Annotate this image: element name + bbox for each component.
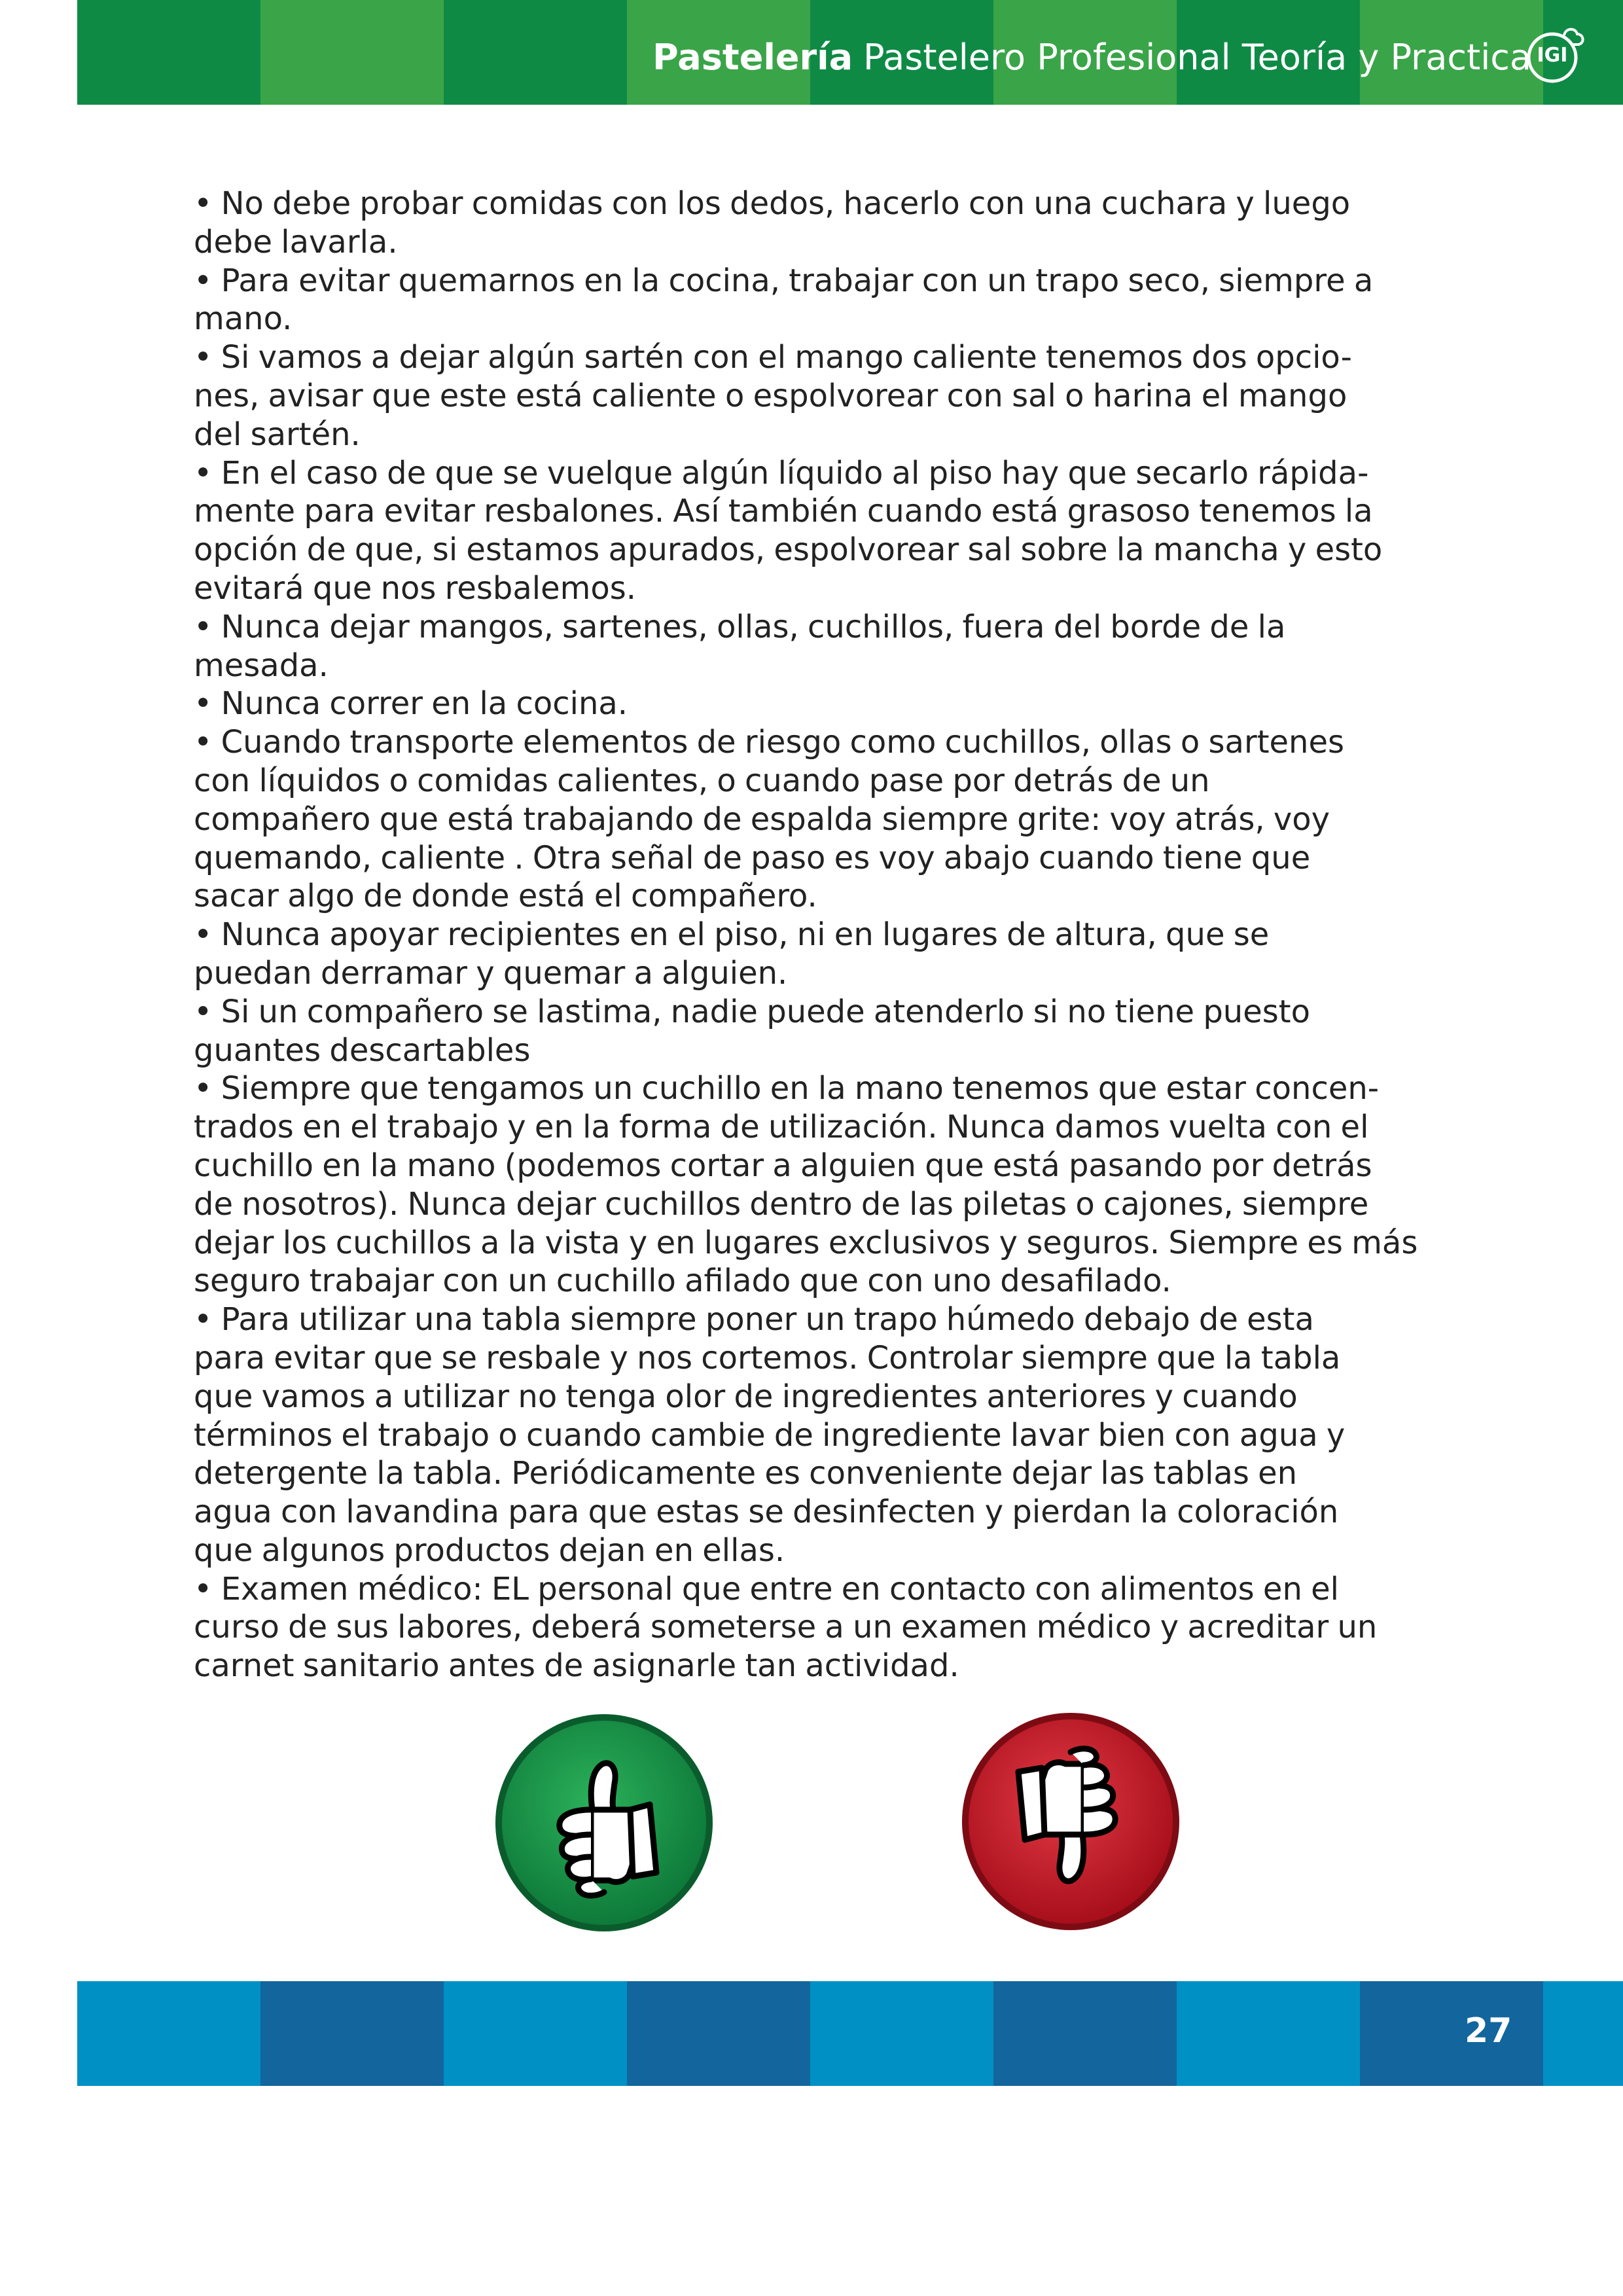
thumbs-up-icon — [493, 1712, 715, 1934]
text-line: • Cuando transporte elementos de riesgo como cuchillos, ollas o sartenes — [194, 724, 1345, 761]
text-line: términos el trabajo o cuando cambie de ingrediente lavar bien con agua y — [194, 1416, 1346, 1454]
text-line: detergente la tabla. Periódicamente es conveniente dejar las tablas en — [194, 1455, 1298, 1492]
running-header — [652, 34, 1531, 80]
thumbs-down-badge — [959, 1710, 1182, 1933]
footer-stripe — [810, 1981, 993, 2086]
text-line: • Si un compañero se lastima, nadie puede atenderlo si no tiene puesto — [194, 993, 1310, 1030]
text-line: sacar algo de donde está el compañero. — [194, 878, 817, 915]
text-line: que algunos productos dejan en ellas. — [194, 1532, 785, 1569]
footer-stripe — [1177, 1981, 1360, 2086]
text-line: evitará que nos resbalemos. — [194, 569, 637, 607]
text-line: • Nunca apoyar recipientes en el piso, ni en lugares de altura, que se — [194, 916, 1270, 954]
header-subtitle: Pastelero Profesional Teoría y Practica — [863, 36, 1531, 78]
text-line: nes, avisar que este está caliente o espolvorear con sal o harina el mango — [194, 377, 1347, 414]
thumbs-up-badge — [493, 1712, 715, 1934]
footer-stripe — [627, 1981, 810, 2086]
text-line: agua con lavandina para que estas se desinfecten y pierdan la coloración — [194, 1494, 1339, 1531]
text-line: puedan derramar y quemar a alguien. — [194, 954, 788, 992]
text-line: guantes descartables — [194, 1031, 531, 1069]
text-line: • Examen médico: EL personal que entre en contacto con alimentos en el — [194, 1570, 1339, 1607]
text-line: con líquidos o comidas calientes, o cuando pase por detrás de un — [194, 762, 1210, 799]
text-line: seguro trabajar con un cuchillo afilado que con uno desafilado. — [194, 1263, 1171, 1300]
text-line: dejar los cuchillos a la vista y en lugares exclusivos y seguros. Siempre es más — [194, 1224, 1418, 1261]
header-stripe — [260, 0, 444, 105]
text-line: del sartén. — [194, 416, 361, 453]
text-line: cuchillo en la mano (podemos cortar a alguien que está pasando por detrás — [194, 1147, 1372, 1184]
text-line: que vamos a utilizar no tenga olor de ingredientes anteriores y cuando — [194, 1378, 1298, 1415]
text-line: compañero que está trabajando de espalda siempre grite: voy atrás, voy — [194, 800, 1330, 838]
text-line: • Nunca dejar mangos, sartenes, ollas, cuchillos, fuera del borde de la — [194, 608, 1286, 645]
header-brand: Pastelería — [652, 36, 853, 78]
text-line: • Siempre que tengamos un cuchillo en la mano tenemos que estar concen- — [194, 1070, 1380, 1107]
header-stripe — [444, 0, 627, 105]
footer-stripe — [77, 1981, 260, 2086]
text-line: opción de que, si estamos apurados, espolvorear sal sobre la mancha y esto — [194, 531, 1383, 569]
page-number: 27 — [1465, 2011, 1512, 2051]
text-line: mano. — [194, 300, 293, 338]
text-line: de nosotros). Nunca dejar cuchillos dentro de las piletas o cajones, siempre — [194, 1185, 1369, 1223]
text-line: • Para evitar quemarnos en la cocina, trabajar con un trapo seco, siempre a — [194, 262, 1374, 299]
text-line: • En el caso de que se vuelque algún líquido al piso hay que secarlo rápida- — [194, 454, 1369, 492]
footer-stripe — [260, 1981, 444, 2086]
text-line: • Si vamos a dejar algún sartén con el mango caliente tenemos dos opcio- — [194, 339, 1352, 376]
footer-stripe — [444, 1981, 627, 2086]
footer-stripe — [1543, 1981, 1623, 2086]
body-text — [194, 185, 1437, 1685]
text-line: debe lavarla. — [194, 223, 398, 260]
igi-logo — [1526, 26, 1585, 85]
text-line: trados en el trabajo y en la forma de utilización. Nunca damos vuelta con el — [194, 1109, 1369, 1146]
footer-band — [77, 1981, 1623, 2086]
text-line: carnet sanitario antes de asignarle tan actividad. — [194, 1647, 959, 1685]
text-line: para evitar que se resbale y nos cortemos. Controlar siempre que la tabla — [194, 1339, 1341, 1376]
text-line: • Para utilizar una tabla siempre poner un trapo húmedo debajo de esta — [194, 1301, 1314, 1338]
thumbs-down-icon — [959, 1710, 1182, 1933]
logo-text: IGI — [1537, 44, 1568, 67]
footer-stripe — [1360, 1981, 1543, 2086]
text-line: • Nunca correr en la cocina. — [194, 685, 628, 723]
text-line: mente para evitar resbalones. Así también cuando está grasoso tenemos la — [194, 493, 1373, 530]
text-line: mesada. — [194, 647, 329, 684]
text-line: • No debe probar comidas con los dedos, hacerlo con una cuchara y luego — [194, 185, 1351, 222]
header-stripe — [77, 0, 260, 105]
text-line: quemando, caliente . Otra señal de paso es voy abajo cuando tiene que — [194, 839, 1311, 876]
text-line: curso de sus labores, deberá someterse a un examen médico y acreditar un — [194, 1609, 1378, 1646]
footer-stripe — [993, 1981, 1177, 2086]
